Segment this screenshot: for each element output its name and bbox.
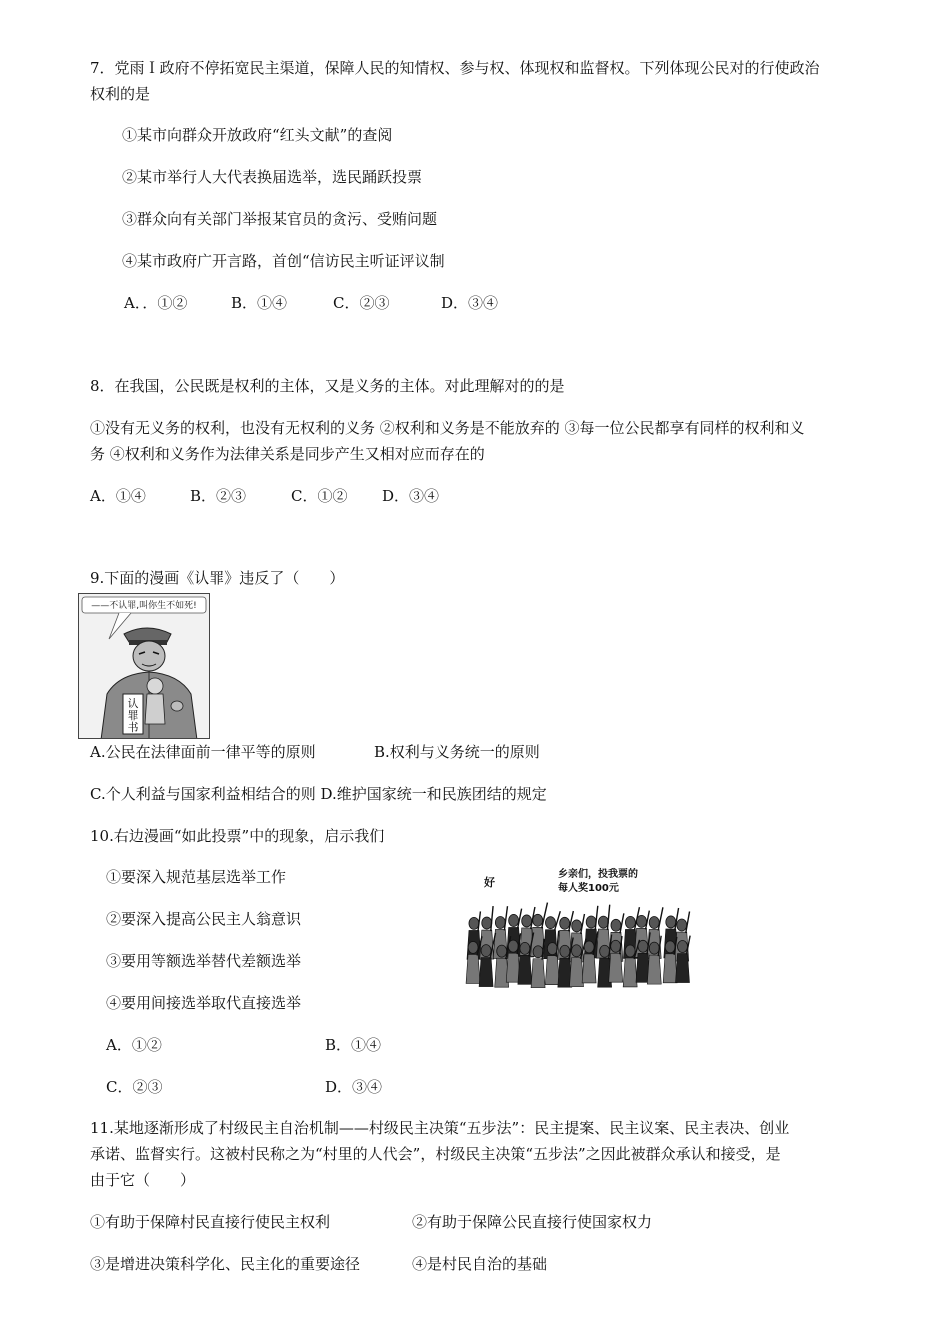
cartoon-confession [78, 593, 210, 739]
crowd-person-head [481, 945, 491, 957]
q10-option-a: A．①② [106, 1036, 162, 1054]
crowd-person-head [560, 917, 570, 929]
q10-option-d: D．③④ [325, 1078, 383, 1096]
q9-stem: 9.下面的漫画《认罪》违反了（ ） [90, 569, 345, 587]
q10-stem: 10.右边漫画“如此投票”中的现象，启示我们 [90, 827, 385, 845]
crowd-person-head [584, 941, 594, 953]
q7-option-a: A．．①② [124, 294, 188, 312]
crowd-person-head [586, 916, 596, 928]
crowd-person-head [649, 916, 659, 928]
crowd-person-head [508, 940, 518, 952]
svg-text:罪: 罪 [127, 709, 139, 722]
cartoon-voting-drawing [462, 862, 694, 996]
q11-line2: 承诺、监督实行。这被村民称之为“村里的人代会”，村级民主决策“五步法”之因此被群众承认和接受，是 [90, 1145, 781, 1163]
q10-item-4: ④要用间接选举取代直接选举 [106, 994, 302, 1012]
q8-option-c: C．①② [291, 487, 348, 505]
q7-stem-line2: 权利的是 [90, 85, 151, 103]
crowd-person-head [533, 914, 543, 926]
q11-item-3: ③是增进决策科学化、民主化的重要途径 [90, 1255, 361, 1273]
q8-option-d: D．③④ [382, 487, 440, 505]
q7-item-1: ①某市向群众开放政府“红头文献”的查阅 [122, 126, 393, 144]
crowd-person-body [545, 956, 559, 985]
q7-option-c: C．②③ [333, 294, 390, 312]
q9-option-cd: C.个人利益与国家利益相结合的则 D.维护国家统一和民族团结的规定 [90, 785, 547, 803]
q7-item-3: ③群众向有关部门举报某官员的贪污、受贿问题 [122, 210, 438, 228]
crowd-person-head [509, 914, 519, 926]
crowd-person-head [545, 917, 555, 929]
crowd-person-head [572, 945, 582, 957]
crowd-person-head [533, 946, 543, 958]
crowd-person-head [611, 919, 621, 931]
cartoon-confession-drawing [79, 594, 210, 739]
crowd-person-head [625, 916, 635, 928]
q11-line3: 由于它（ ） [90, 1171, 196, 1189]
crowd-person-head [677, 919, 687, 931]
crowd-person-head [560, 945, 570, 957]
svg-text:认: 认 [127, 697, 139, 710]
crowd-person-body [675, 954, 689, 983]
q10-item-1: ①要深入规范基层选举工作 [106, 868, 287, 886]
crowd-person-head [469, 917, 479, 929]
crowd-person-head [637, 915, 647, 927]
q11-item-1: ①有助于保障村民直接行使民主权利 [90, 1213, 331, 1231]
crowd-person-body [570, 958, 584, 987]
q7-option-b: B．①④ [231, 294, 288, 312]
crowd-person-body [518, 955, 532, 984]
q10-item-3: ③要用等额选举替代差额选举 [106, 952, 302, 970]
q11-item-2: ②有助于保障公民直接行使国家权力 [412, 1213, 653, 1231]
q10-option-b: B．①④ [325, 1036, 382, 1054]
crowd-person-head [520, 942, 530, 954]
q8-stem: 8．在我国，公民既是权利的主体，又是义务的主体。对此理解对的的是 [90, 377, 565, 395]
crowd-person-head [547, 943, 557, 955]
crowd-person-head [468, 941, 478, 953]
crowd-person-head [677, 941, 687, 953]
q10-item-2: ②要深入提高公民主人翁意识 [106, 910, 302, 928]
crowd-person-body [582, 954, 596, 983]
crowd-person-head [666, 916, 676, 928]
crowd-person-body [531, 959, 545, 988]
crowd-person-head [611, 940, 621, 952]
cartoon-banner-line2: 每人奖100元 [558, 883, 619, 894]
crowd-person-body [663, 954, 677, 983]
q7-option-d: D．③④ [441, 294, 499, 312]
crowd-person-head [495, 916, 505, 928]
cartoon-bubble-text: ——不认罪,叫你生不如死! [91, 601, 197, 611]
crowd-person-head [649, 942, 659, 954]
svg-text:书: 书 [127, 721, 139, 734]
q8-line2: 务 ④权利和义务作为法律关系是同步产生又相对应而存在的 [90, 445, 485, 463]
cartoon-crowd-text: 好 [484, 876, 495, 889]
crowd-person-body [479, 958, 493, 987]
crowd-person-body [609, 953, 623, 982]
crowd-person-body [466, 954, 480, 983]
crowd-person-head [598, 916, 608, 928]
q8-option-a: A．①④ [90, 487, 146, 505]
q8-line1: ①没有无义务的权利，也没有无权利的义务 ②权利和义务是不能放弃的 ③每一位公民都享有同样的权利和义 [90, 419, 805, 437]
q11-line1: 11.某地逐渐形成了村级民主自治机制——村级民主决策“五步法”：民主提案、民主议案、民主表决、创业 [90, 1119, 790, 1137]
q9-option-a: A.公民在法律面前一律平等的原则 [90, 743, 316, 761]
q10-option-c: C．②③ [106, 1078, 163, 1096]
crowd-person-head [638, 940, 648, 952]
crowd-person-head [600, 945, 610, 957]
q7-stem-line1: 7．党雨Ｉ政府不停拓宽民主渠道，保障人民的知情权、参与权、体现权和监督权。下列体现公民对的行使政治 [90, 59, 820, 77]
cartoon-voting [462, 862, 694, 996]
q8-option-b: B．②③ [190, 487, 247, 505]
crowd-person-head [572, 920, 582, 932]
crowd-person-head [522, 915, 532, 927]
q9-option-b: B.权利与义务统一的原则 [374, 743, 540, 761]
crowd-person-head [482, 917, 492, 929]
q11-item-4: ④是村民自治的基础 [412, 1255, 548, 1273]
crowd-person-head [625, 945, 635, 957]
crowd-person-body [623, 958, 637, 987]
q7-item-2: ②某市举行人大代表换届选举，选民踊跃投票 [122, 168, 423, 186]
cartoon-banner-line1: 乡亲们，投我票的 [558, 869, 638, 880]
q7-item-4: ④某市政府广开言路，首创“信访民主听证评议制 [122, 252, 445, 270]
crowd-person-head [665, 941, 675, 953]
cartoon-paper-label [128, 696, 139, 734]
crowd-person-head [497, 945, 507, 957]
crowd-person-body [647, 955, 661, 984]
